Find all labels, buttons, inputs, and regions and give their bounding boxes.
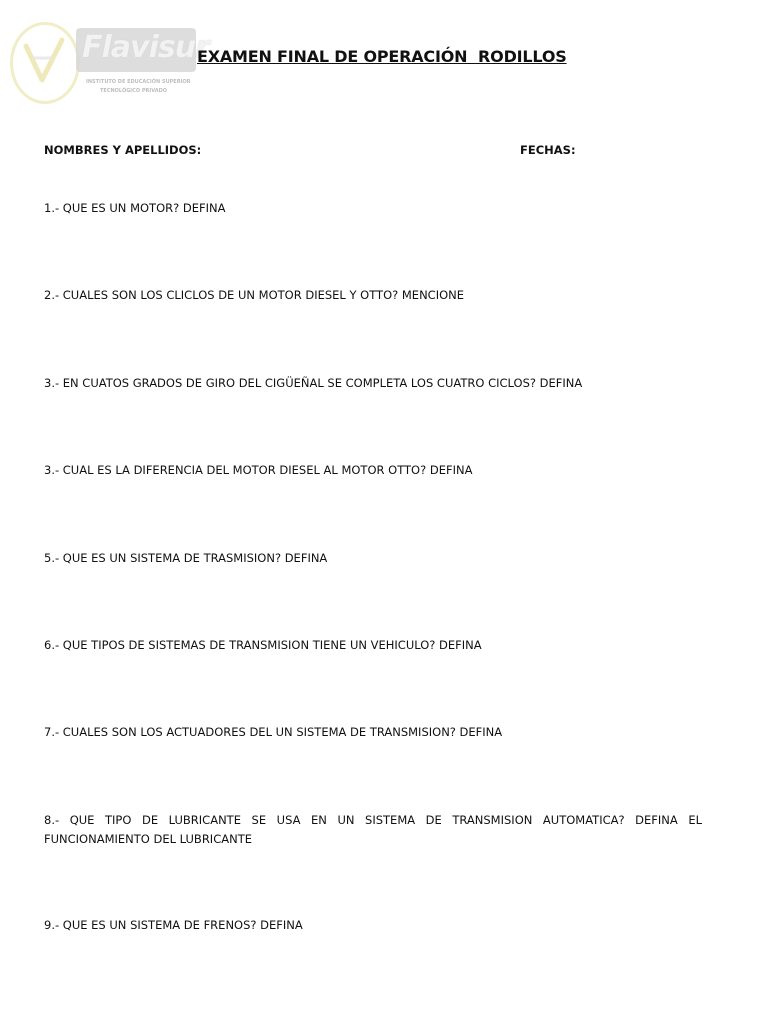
question-item: 2.- CUALES SON LOS CLICLOS DE UN MOTOR DIESEL Y OTTO? MENCIONE [44,288,465,302]
logo-subtitle-line1: INSTITUTO DE EDUCACIÓN SUPERIOR [86,79,191,85]
question-item: 7.- CUALES SON LOS ACTUADORES DEL UN SISTEMA DE TRANSMISION? DEFINA [44,725,503,739]
question-item: 3.- EN CUATOS GRADOS DE GIRO DEL CIGÜEÑAL SE COMPLETA LOS CUATRO CICLOS? DEFINA [44,376,583,390]
question-item: 1.- QUE ES UN MOTOR? DEFINA [44,201,226,215]
question-item: 3.- CUAL ES LA DIFERENCIA DEL MOTOR DIESEL AL MOTOR OTTO? DEFINA [44,463,473,477]
question-item: 6.- QUE TIPOS DE SISTEMAS DE TRANSMISION TIENE UN VEHICULO? DEFINA [44,638,482,652]
logo-name: Flavisur [82,30,209,65]
logo-subtitle-line2: TECNOLÓGICO PRIVADO [100,88,167,94]
question-item: 9.- QUE ES UN SISTEMA DE FRENOS? DEFINA [44,918,303,932]
date-field-label: FECHAS: [520,143,576,157]
page-title: EXAMEN FINAL DE OPERACIÓN RODILLOS [197,47,567,66]
institution-logo [8,18,209,108]
question-item: 8.- QUE TIPO DE LUBRICANTE SE USA EN UN SISTEMA DE TRANSMISION AUTOMATICA? DEFINA EL FUNCIONAMIENTO DEL LUBRICANTE [44,813,702,846]
logo-swoosh-icon [22,36,66,86]
names-field-label: NOMBRES Y APELLIDOS: [44,143,202,157]
question-item: 5.- QUE ES UN SISTEMA DE TRASMISION? DEFINA [44,551,328,565]
